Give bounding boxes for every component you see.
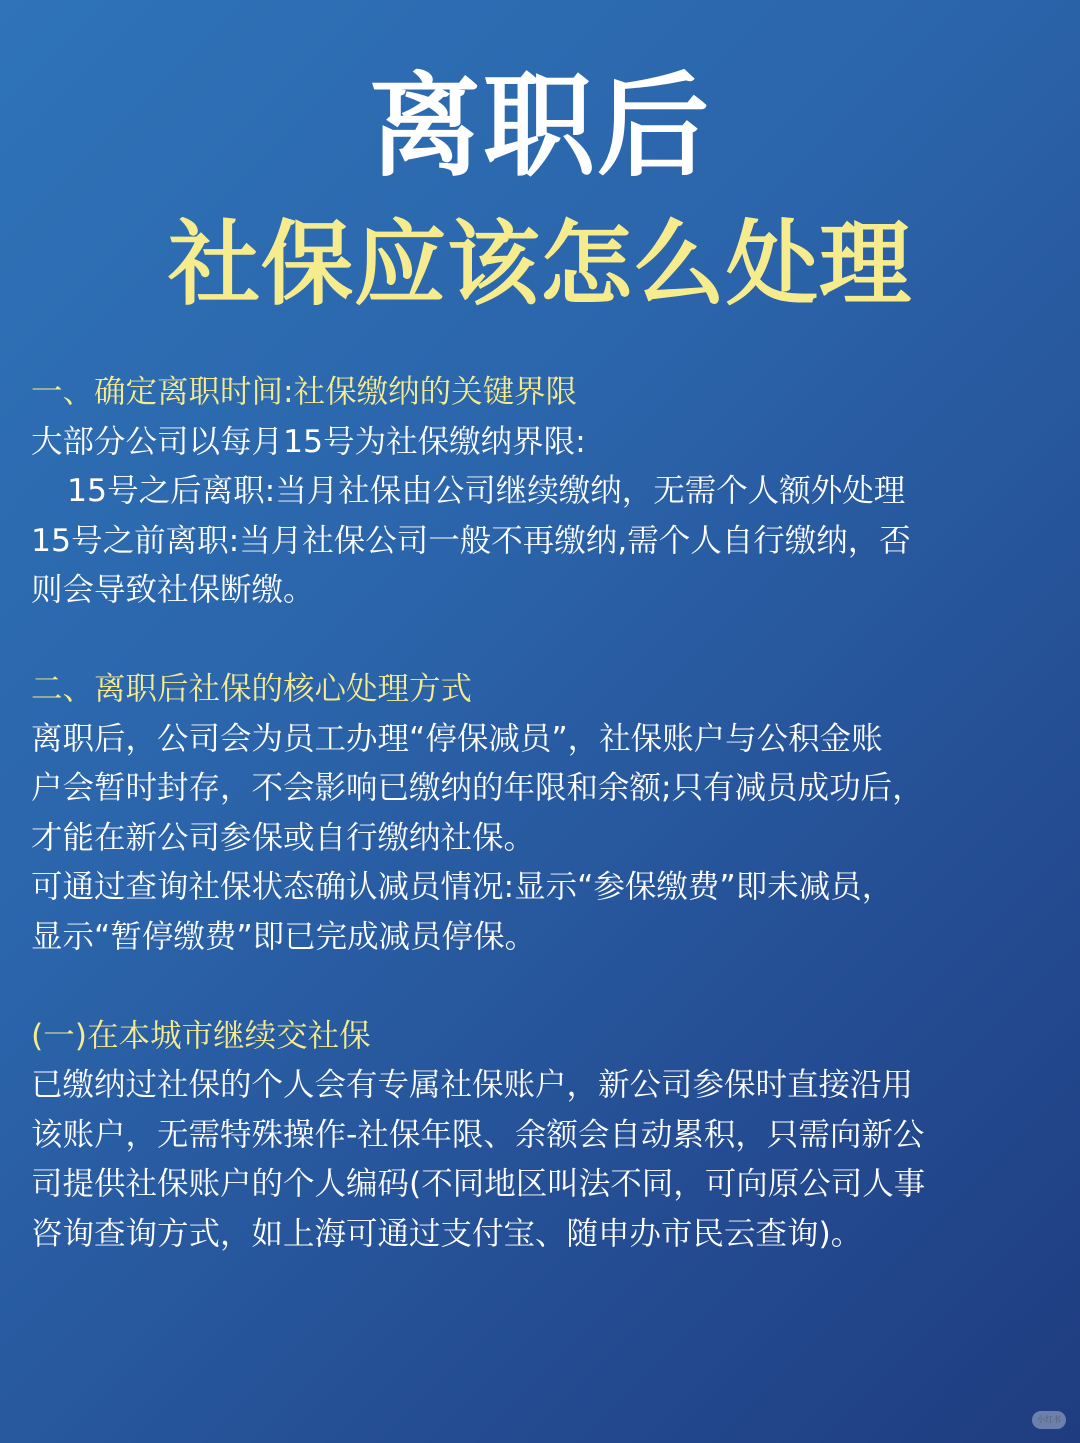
paragraph-line: 户会暂时封存，不会影响已缴纳的年限和余额;只有减员成功后， — [31, 770, 924, 806]
paragraph-line: 才能在新公司参保或自行缴纳社保。 — [31, 819, 536, 856]
spacer — [31, 616, 1056, 666]
section-heading: 二、离职后社保的核心处理方式 — [31, 671, 473, 707]
paragraph-line: 咨询查询方式，如上海可通过支付宝、随申办市民云查询)。 — [31, 1215, 863, 1252]
paragraph-line: 该账户，无需特殊操作-社保年限、余额会自动累积，只需向新公 — [31, 1116, 925, 1153]
paragraph-line: 15号之前离职:当月社保公司一般不再缴纳,需个人自行缴纳，否 — [31, 522, 911, 559]
article-body — [31, 368, 1056, 1259]
section-heading: (一)在本城市继续交社保 — [31, 1017, 371, 1054]
paragraph-line: 15号之后离职:当月社保由公司继续缴纳，无需个人额外处理 — [67, 473, 906, 509]
page-subtitle: 社保应该怎么处理 — [167, 211, 912, 318]
paragraph-line: 显示“暂停缴费”即已完成减员停保。 — [31, 918, 537, 955]
spacer — [31, 962, 1056, 1012]
paragraph-line: 则会导致社保断缴。 — [31, 572, 315, 608]
paragraph-line: 大部分公司以每月15号为社保缴纳界限: — [31, 423, 586, 460]
paragraph-line: 离职后，公司会为员工办理“停保减员”，社保账户与公积金账 — [31, 720, 883, 757]
page-title: 离职后 — [369, 62, 711, 192]
paragraph-line: 司提供社保账户的个人编码(不同地区叫法不同，可向原公司人事 — [31, 1166, 926, 1202]
paragraph-line: 可通过查询社保状态确认减员情况:显示“参保缴费”即未减员， — [31, 869, 894, 905]
section-heading: 一、确定离职时间:社保缴纳的关键界限 — [31, 374, 578, 410]
watermark-logo: 小红书 — [1032, 1411, 1066, 1429]
paragraph-line: 已缴纳过社保的个人会有专属社保账户，新公司参保时直接沿用 — [31, 1067, 914, 1103]
